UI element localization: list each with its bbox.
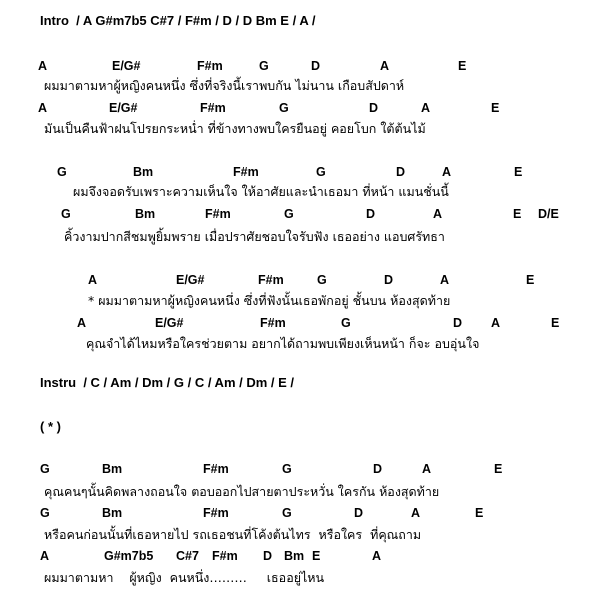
- chord: A: [442, 165, 452, 179]
- chord: A: [411, 506, 421, 520]
- chorus-lyric-1: * ผมมาตามหาผู้หญิงคนหนึ่ง ซึ่งที่ฟังนั้นเธอพักอยู่ ชั้นบน ห้องสุดท้าย: [88, 293, 451, 308]
- chord: E: [491, 101, 500, 115]
- chord: F#m: [197, 59, 223, 73]
- chord: A: [372, 549, 382, 563]
- chord: D: [366, 207, 376, 221]
- chord: E/G#: [176, 273, 205, 287]
- chord: A: [38, 101, 48, 115]
- chord: Bm: [135, 207, 156, 221]
- chord: G: [40, 462, 50, 476]
- chord: G: [282, 506, 292, 520]
- chord: D: [373, 462, 383, 476]
- chord: E: [526, 273, 535, 287]
- verse-2-chords-1: [0, 165, 600, 181]
- chord: G: [259, 59, 269, 73]
- chord: D: [263, 549, 273, 563]
- chord: G: [57, 165, 67, 179]
- chord: Bm: [284, 549, 305, 563]
- chord: F#m: [203, 506, 229, 520]
- chorus-lyric-2: คุณจำได้ไหมหรือใครช่วยตาม อยากได้ถามพบเพียงเห็นหน้า ก็จะ อบอุ่นใจ: [86, 336, 480, 351]
- verse-2-chords-2: [0, 207, 600, 223]
- chord: A: [40, 549, 50, 563]
- verse-1-chords-1: [0, 59, 600, 75]
- instru-line: Instru / C / Am / Dm / G / C / Am / Dm / E /: [40, 375, 295, 390]
- outro-lyric-2: หรือคนก่อนนั้นที่เธอหายไป รถเธอชนที่โค้งต้นไทร หรือใคร ที่คุณถาม: [44, 527, 422, 542]
- chorus-chords-2: [0, 316, 600, 332]
- chord: A: [440, 273, 450, 287]
- chord: D: [396, 165, 406, 179]
- chord: G: [40, 506, 50, 520]
- verse-2-lyric-1: ผมจึงจอดรับเพราะความเห็นใจ ให้อาศัยและนำเธอมา ที่หน้า แมนชั่นนี้: [73, 184, 449, 199]
- chord: G: [282, 462, 292, 476]
- chord: A: [422, 462, 432, 476]
- chord: E/G#: [109, 101, 138, 115]
- chord: D: [354, 506, 364, 520]
- chord: Bm: [133, 165, 154, 179]
- chord: E: [514, 165, 523, 179]
- chord: F#m: [233, 165, 259, 179]
- chord: G: [317, 273, 327, 287]
- chord: D: [311, 59, 321, 73]
- chorus-chords-1: [0, 273, 600, 289]
- chord: E/G#: [155, 316, 184, 330]
- chord: F#m: [203, 462, 229, 476]
- chord: A: [38, 59, 48, 73]
- repeat-marker: ( * ): [40, 419, 61, 434]
- verse-2-lyric-2: คิ้วงามปากสีชมพูยิ้มพราย เมื่อปราศัยชอบใจรับฟัง เธออย่าง แอบศรัทธา: [64, 229, 445, 244]
- chord: G: [341, 316, 351, 330]
- outro-chords-3: [0, 549, 600, 565]
- verse-1-lyric-2: มันเป็นคืนฟ้าฝนโปรยกระหน่ำ ที่ข้างทางพบใครยืนอยู่ คอยโบก ใต้ต้นไม้: [44, 121, 426, 136]
- intro-line: Intro / A G#m7b5 C#7 / F#m / D / D Bm E / A /: [40, 13, 316, 28]
- chord: Bm: [102, 462, 123, 476]
- chord: D: [453, 316, 463, 330]
- chord: A: [88, 273, 98, 287]
- chord: D/E: [538, 207, 559, 221]
- chord: F#m: [200, 101, 226, 115]
- outro-lyric-1: คุณคนๆนั้นคิดพลางถอนใจ ตอบออกไปสายตาประหวั่น ใครกัน ห้องสุดท้าย: [44, 484, 440, 499]
- chord: E/G#: [112, 59, 141, 73]
- chord: E: [312, 549, 321, 563]
- chord: A: [77, 316, 87, 330]
- chord: D: [369, 101, 379, 115]
- chord: E: [458, 59, 467, 73]
- chord: G#m7b5: [104, 549, 154, 563]
- outro-lyric-3: ผมมาตามหา ผู้หญิง คนหนึ่ง……… เธออยู่ไหน: [44, 570, 325, 585]
- outro-chords-2: [0, 506, 600, 522]
- outro-chords-1: [0, 462, 600, 478]
- chord: A: [433, 207, 443, 221]
- verse-1-chords-2: [0, 101, 600, 117]
- chord: F#m: [212, 549, 238, 563]
- chord: F#m: [205, 207, 231, 221]
- verse-1-lyric-1: ผมมาตามหาผู้หญิงคนหนึ่ง ซึ่งที่จริงนี้เราพบกัน ไม่นาน เกือบสัปดาห์: [44, 78, 405, 93]
- chord: D: [384, 273, 394, 287]
- chord: E: [494, 462, 503, 476]
- chord: F#m: [260, 316, 286, 330]
- chord: A: [421, 101, 431, 115]
- chord: A: [491, 316, 501, 330]
- chord: G: [284, 207, 294, 221]
- chord: E: [551, 316, 560, 330]
- chord: E: [475, 506, 484, 520]
- chord: A: [380, 59, 390, 73]
- chord: F#m: [258, 273, 284, 287]
- chord: G: [316, 165, 326, 179]
- chord: E: [513, 207, 522, 221]
- chord: Bm: [102, 506, 123, 520]
- chord: G: [61, 207, 71, 221]
- chord: G: [279, 101, 289, 115]
- chord: C#7: [176, 549, 199, 563]
